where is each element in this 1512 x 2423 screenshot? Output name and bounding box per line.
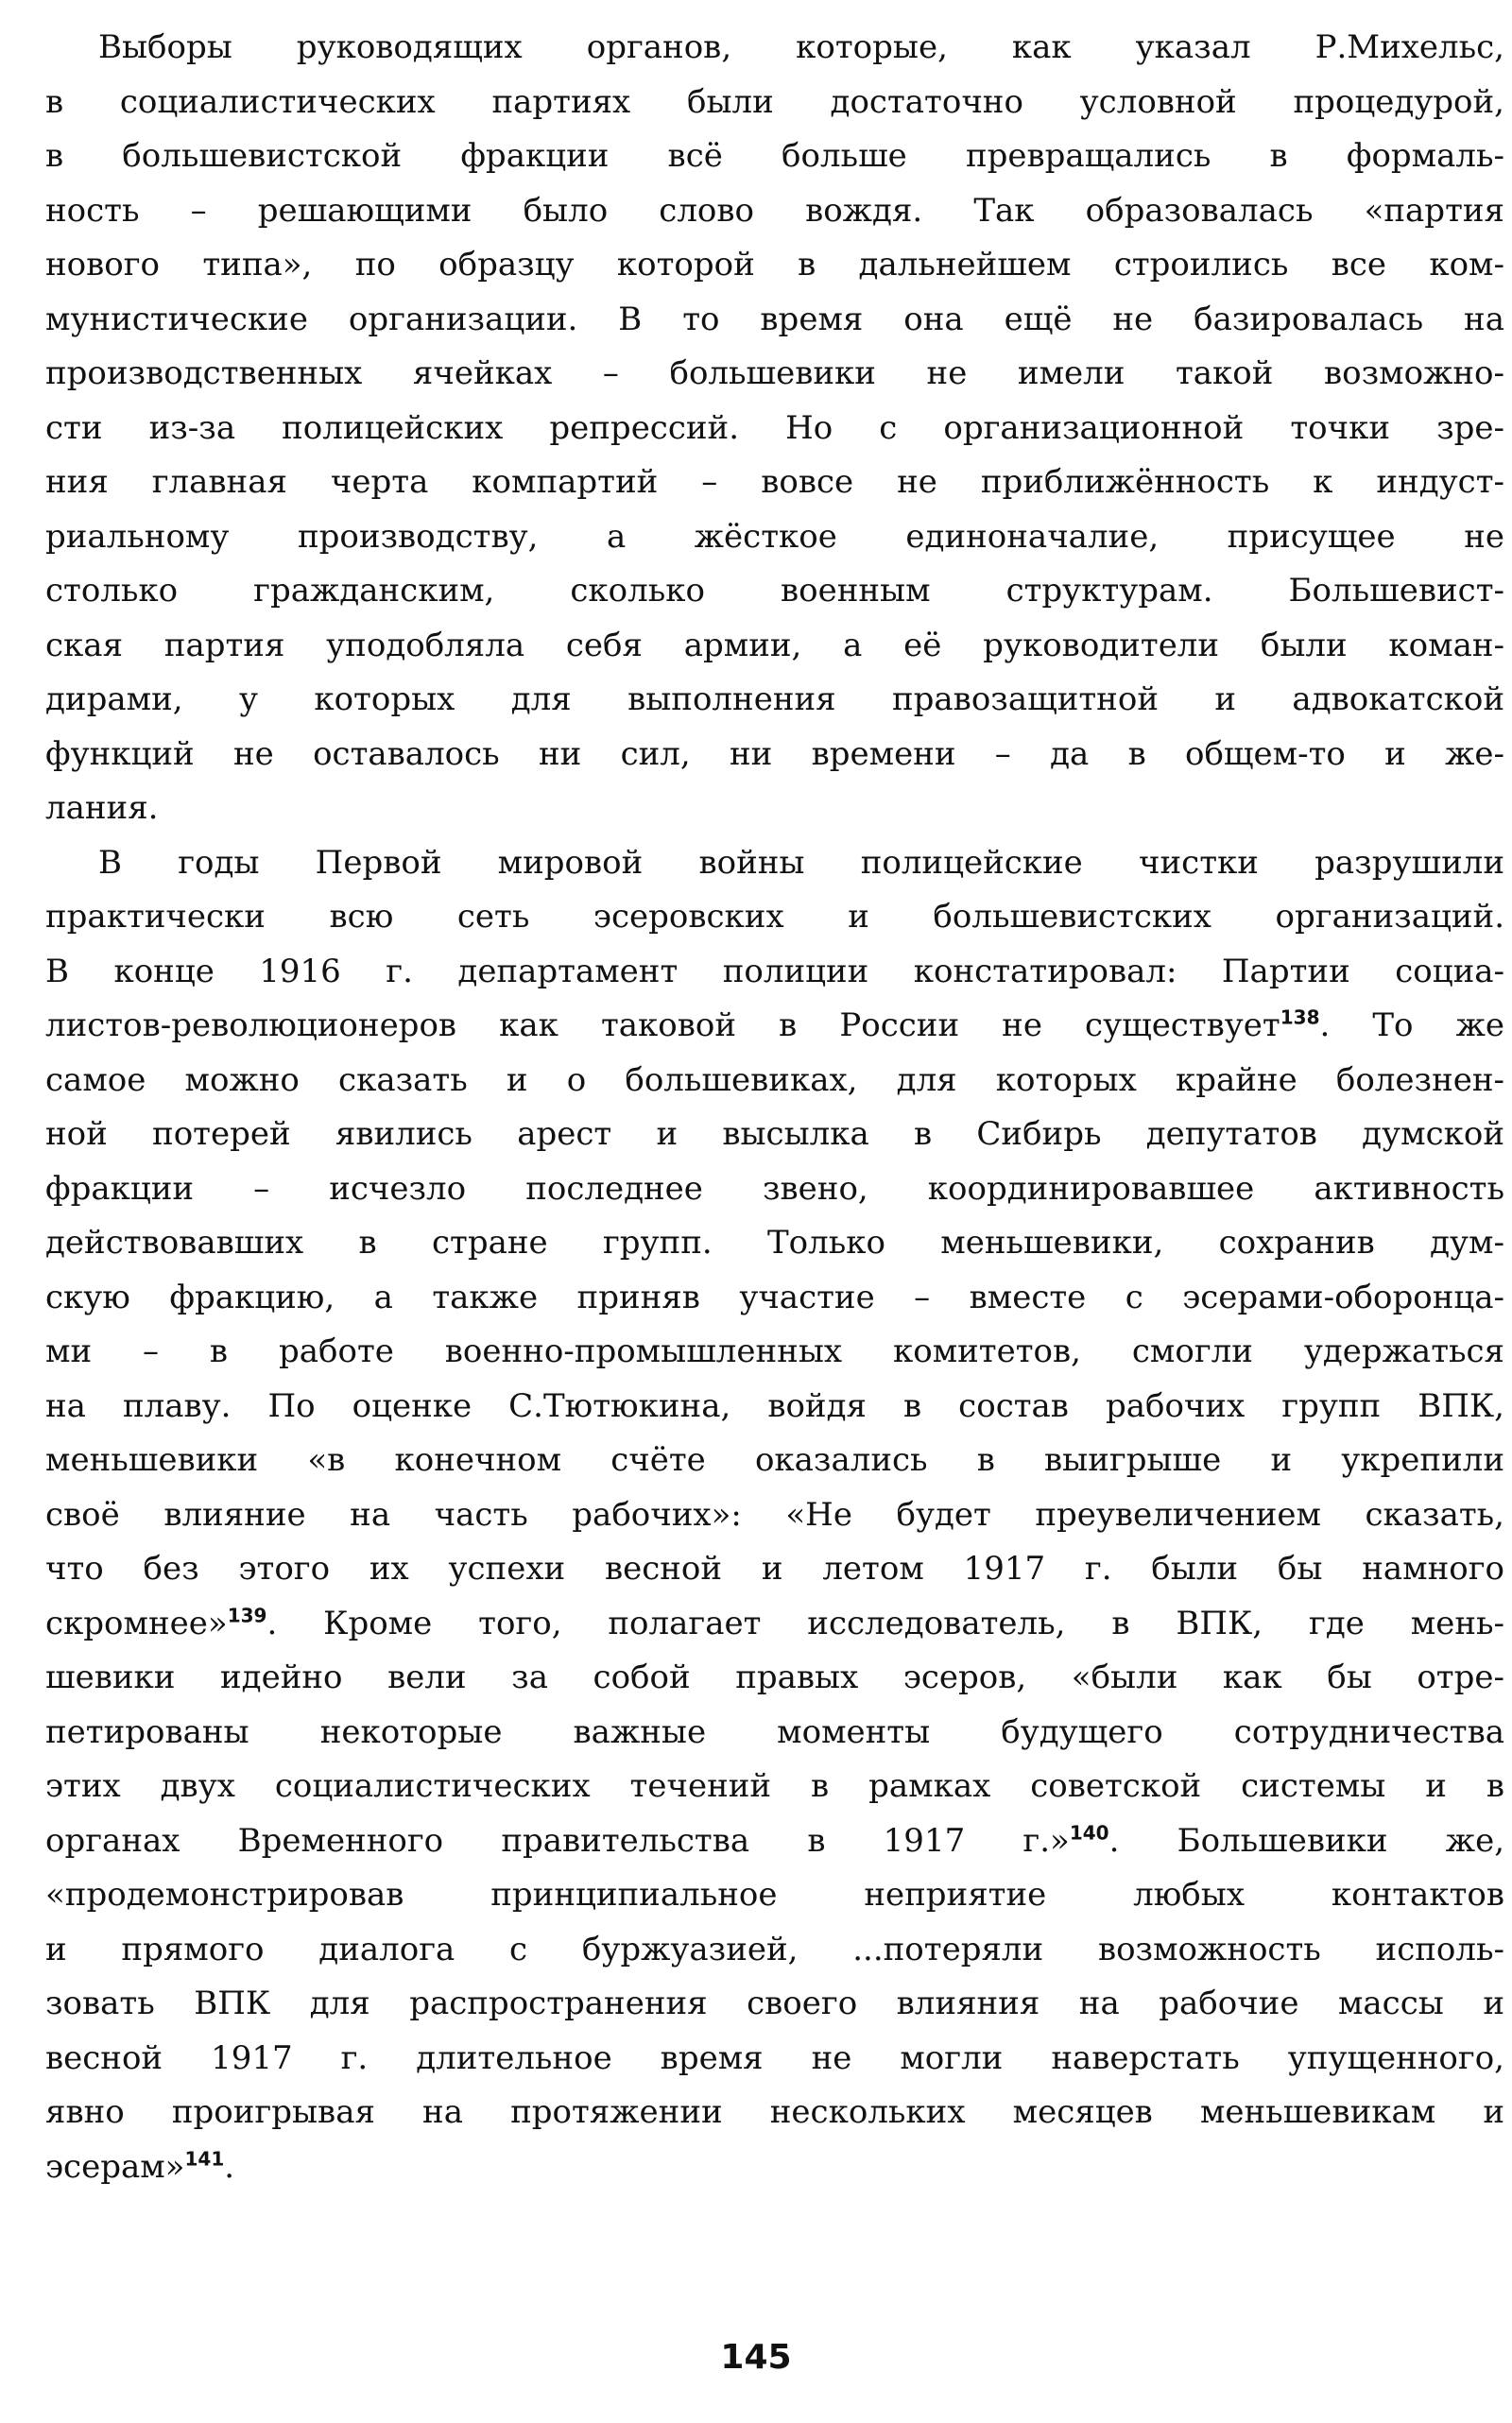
line-text: сти из-за полицейских репрессий. Но с организационной точки зре- <box>45 408 1504 447</box>
text-line <box>45 1108 1504 1162</box>
text-line <box>45 2086 1504 2140</box>
text-line <box>45 1651 1504 1706</box>
line-text: . Большевики же, <box>1108 1821 1504 1860</box>
line-text: Выборы руководящих органов, которые, как указал Р.Михельс, <box>98 28 1504 66</box>
text-line <box>45 564 1504 619</box>
line-text: петированы некоторые важные моменты будущего сотрудничества <box>45 1712 1504 1751</box>
line-text: . То же <box>1319 1006 1504 1044</box>
text-line <box>45 455 1504 510</box>
text-line <box>45 1162 1504 1217</box>
line-text: явно проигрывая на протяжении нескольких месяцев меньшевикам и <box>45 2093 1504 2131</box>
text-line <box>45 1542 1504 1597</box>
text-line <box>45 1814 1504 1869</box>
line-text: действовавших в стране групп. Только меньшевики, сохранив дум- <box>45 1224 1504 1262</box>
text-line <box>45 347 1504 402</box>
text-line <box>45 1054 1504 1108</box>
line-text: весной 1917 г. длительное время не могли наверстать упущенного, <box>45 2038 1504 2077</box>
line-text: . Кроме того, полагает исследователь, в ВПК, где мень- <box>266 1604 1504 1642</box>
line-text: листов-революционеров как таковой в России не существует <box>45 1006 1280 1044</box>
text-line <box>45 1380 1504 1435</box>
text-line <box>45 890 1504 945</box>
text-line <box>45 238 1504 293</box>
line-text: зовать ВПК для распространения своего влияния на рабочие массы и <box>45 1985 1504 2022</box>
line-text: скромнее» <box>45 1604 228 1642</box>
text-line <box>45 673 1504 728</box>
footnote-marker: 139 <box>227 1604 267 1627</box>
text-line <box>45 129 1504 184</box>
line-text: в большевистской фракции всё больше превращались в формаль- <box>45 137 1504 175</box>
line-text: производственных ячейках – большевики не имели такой возможно- <box>45 354 1504 392</box>
line-text: скую фракцию, а также приняв участие – вместе с эсерами-оборонца- <box>45 1278 1504 1316</box>
text-line <box>45 76 1504 130</box>
line-text: ной потерей явились арест и высылка в Сибирь депутатов думской <box>45 1115 1504 1153</box>
paragraph <box>45 836 1504 2195</box>
line-text: функций не оставалось ни сил, ни времени – да в общем-то и же- <box>45 734 1504 773</box>
text-line <box>45 2140 1504 2195</box>
line-text: самое можно сказать и о большевиках, для которых крайне болезнен- <box>45 1060 1504 1099</box>
text-line <box>45 945 1504 1000</box>
line-text: органах Временного правительства в 1917 г.» <box>45 1821 1070 1860</box>
line-text: риальному производству, а жёсткое единоначалие, присущее не <box>45 517 1504 556</box>
text-line <box>45 836 1504 891</box>
line-text: практически всю сеть эсеровских и большевистских организаций. <box>45 898 1504 936</box>
text-line <box>45 184 1504 239</box>
paragraph <box>45 21 1504 836</box>
line-text: «продемонстрировав принципиальное неприятие любых контактов <box>45 1876 1504 1914</box>
text-line <box>45 619 1504 674</box>
line-text: ская партия уподобляла себя армии, а её руководители были коман- <box>45 626 1504 664</box>
line-text: на плаву. По оценке С.Тютюкина, войдя в состав рабочих групп ВПК, <box>45 1386 1504 1425</box>
text-line <box>45 1271 1504 1326</box>
footnote-marker: 141 <box>184 2147 225 2171</box>
line-text: лания. <box>45 789 159 827</box>
line-text: этих двух социалистических течений в рамках советской системы и в <box>45 1767 1504 1805</box>
text-line <box>45 1977 1504 2032</box>
footnote-marker: 140 <box>1069 1821 1109 1845</box>
page-number: 145 <box>720 2338 792 2377</box>
text-line <box>45 782 1504 836</box>
line-text: В годы Первой мировой войны полицейские чистки разрушили <box>98 843 1504 882</box>
line-text: и прямого диалога с буржуазией, ...потеряли возможность исполь- <box>45 1930 1504 1968</box>
text-line <box>45 2032 1504 2087</box>
line-text: что без этого их успехи весной и летом 1917 г. были бы намного <box>45 1550 1504 1588</box>
line-text: меньшевики «в конечном счёте оказались в выигрыше и укрепили <box>45 1441 1504 1479</box>
text-line <box>45 1923 1504 1978</box>
footnote-marker: 138 <box>1280 1005 1320 1029</box>
text-line <box>45 1216 1504 1271</box>
text-line <box>45 402 1504 456</box>
line-text: дирами, у которых для выполнения правозащитной и адвокатской <box>45 680 1504 718</box>
line-text: в социалистических партиях были достаточно условной процедурой, <box>45 82 1504 121</box>
text-line <box>45 21 1504 76</box>
body-text <box>45 21 1504 2194</box>
text-line <box>45 293 1504 348</box>
text-line <box>45 728 1504 782</box>
line-text: мунистические организации. В то время она ещё не базировалась на <box>45 300 1504 338</box>
text-line <box>45 1868 1504 1923</box>
line-text: шевики идейно вели за собой правых эсеров, «были как бы отре- <box>45 1658 1504 1696</box>
line-text: эсерам» <box>45 2147 185 2186</box>
text-line <box>45 1597 1504 1652</box>
text-line <box>45 1325 1504 1380</box>
text-line <box>45 1760 1504 1814</box>
line-text: ми – в работе военно-промышленных комитетов, смогли удержаться <box>45 1332 1504 1370</box>
text-line <box>45 999 1504 1054</box>
line-text: столько гражданским, сколько военным структурам. Большевист- <box>45 572 1504 610</box>
line-text: своё влияние на часть рабочих»: «Не будет преувеличением сказать, <box>45 1495 1504 1534</box>
line-text: ность – решающими было слово вождя. Так образовалась «партия <box>45 191 1504 230</box>
text-line <box>45 1706 1504 1761</box>
text-line <box>45 1488 1504 1543</box>
text-line <box>45 510 1504 565</box>
line-text: фракции – исчезло последнее звено, координировавшее активность <box>45 1169 1504 1208</box>
line-text: В конце 1916 г. департамент полиции констатировал: Партии социа- <box>45 952 1504 990</box>
line-text: ния главная черта компартий – вовсе не приближённость к индуст- <box>45 463 1504 501</box>
line-text: . <box>224 2147 235 2186</box>
line-text: нового типа», по образцу которой в дальнейшем строились все ком- <box>45 246 1504 284</box>
text-line <box>45 1434 1504 1488</box>
